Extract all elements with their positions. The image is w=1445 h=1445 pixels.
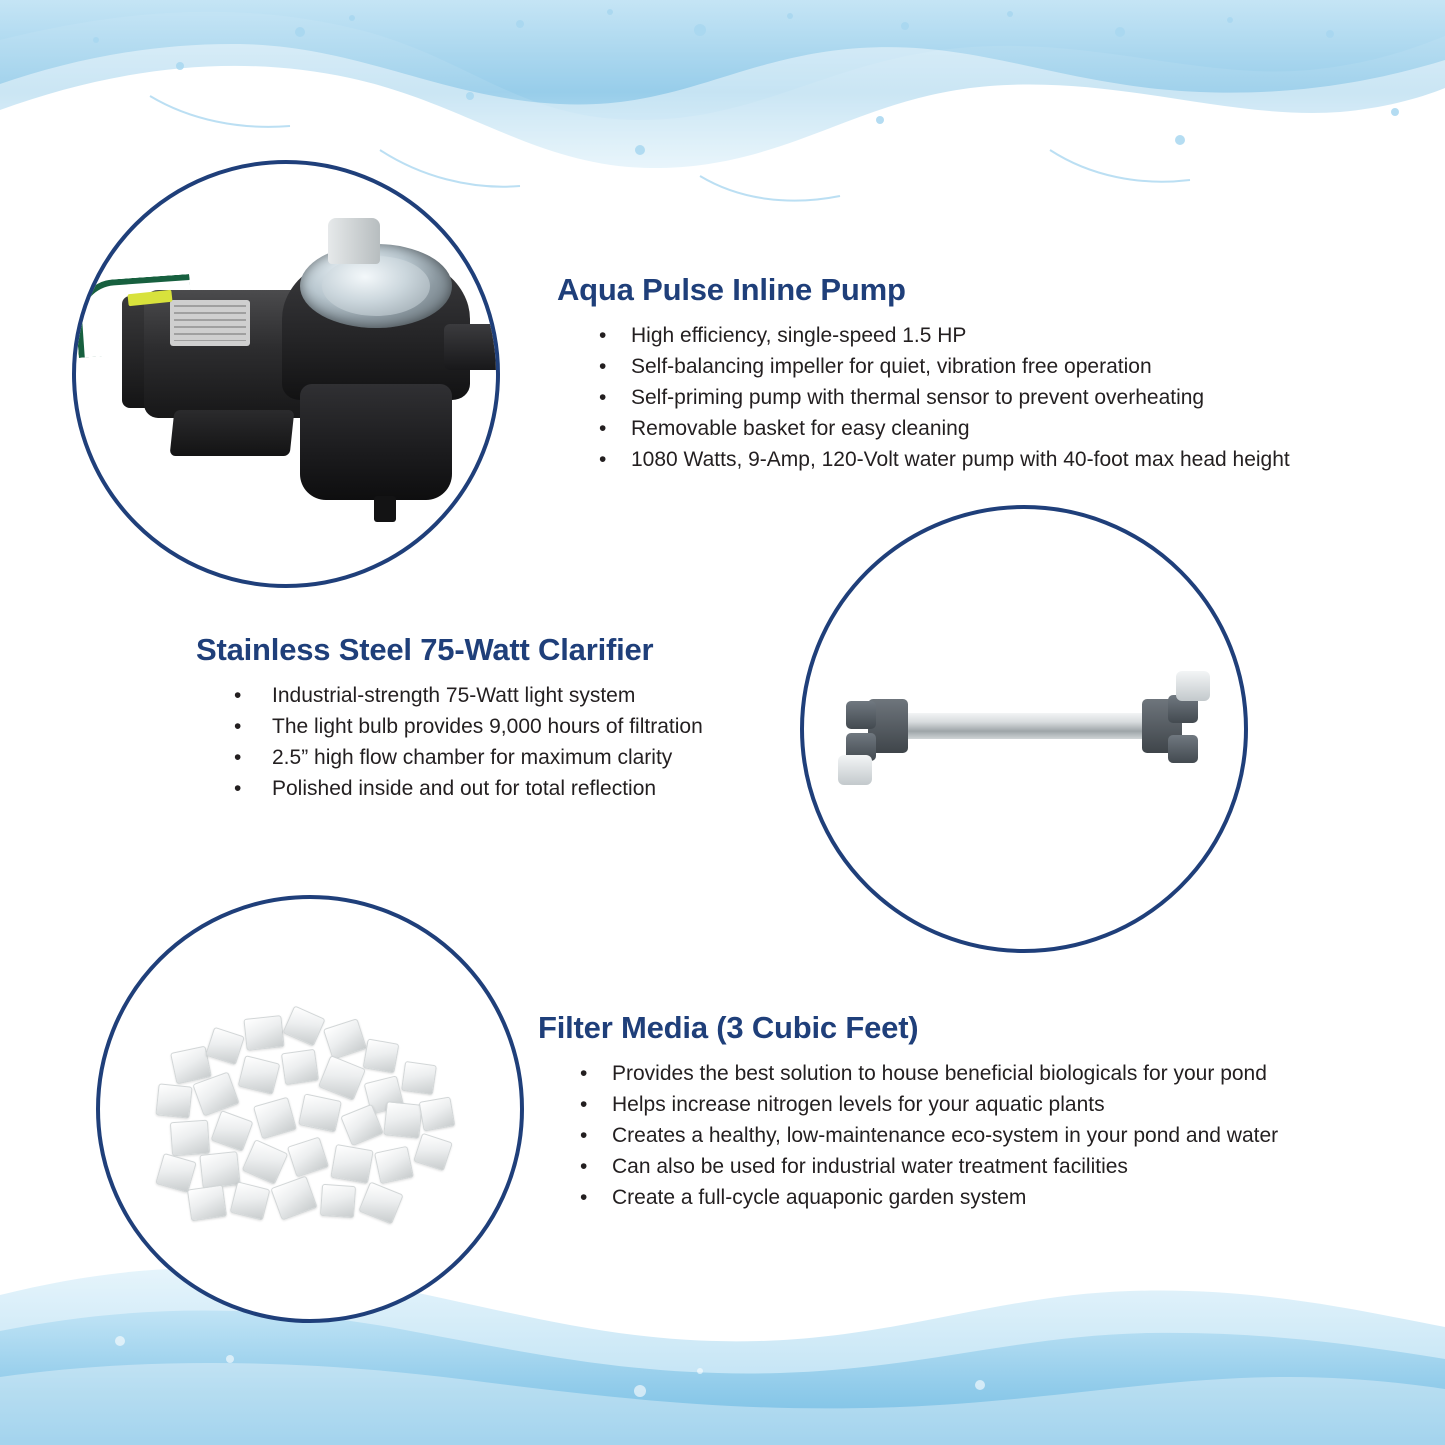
list-item — [557, 444, 1290, 475]
media-image-frame — [96, 895, 524, 1323]
media-chip — [211, 1110, 254, 1152]
list-item — [196, 773, 703, 804]
list-item — [557, 351, 1290, 382]
bullet-icon: • — [599, 417, 607, 440]
feature-text: High efficiency, single-speed 1.5 HP — [631, 324, 967, 347]
feature-text: Creates a healthy, low-maintenance eco-system in your pond and water — [612, 1124, 1279, 1147]
bullet-icon: • — [234, 715, 242, 738]
media-chip — [413, 1133, 453, 1171]
clarifier-image — [804, 509, 1244, 949]
feature-text: Self-priming pump with thermal sensor to prevent overheating — [631, 386, 1205, 409]
bullet-icon: • — [234, 684, 242, 707]
media-chip — [419, 1096, 456, 1131]
media-chip — [242, 1139, 289, 1185]
feature-text: Industrial-strength 75-Watt light system — [272, 684, 636, 707]
media-chip — [187, 1185, 227, 1222]
list-item — [557, 413, 1290, 444]
media-chip — [401, 1061, 437, 1095]
bullet-icon: • — [599, 386, 607, 409]
media-chip — [281, 1049, 319, 1085]
clarifier-quartz-tube — [902, 713, 1150, 739]
media-chip — [383, 1101, 422, 1139]
bullet-icon: • — [234, 746, 242, 769]
bullet-icon: • — [580, 1186, 588, 1209]
pump-title: Aqua Pulse Inline Pump — [557, 272, 906, 307]
media-chip — [155, 1083, 192, 1118]
media-chip — [238, 1055, 281, 1095]
list-item — [538, 1182, 1278, 1213]
pump-drain-plug — [374, 496, 396, 522]
media-chip — [230, 1181, 271, 1220]
media-chip — [282, 1005, 325, 1046]
media-chip — [318, 1055, 366, 1101]
feature-text: The light bulb provides 9,000 hours of filtration — [272, 715, 703, 738]
media-chip — [358, 1181, 403, 1224]
pump-image — [76, 164, 496, 584]
clarifier-title: Stainless Steel 75-Watt Clarifier — [196, 632, 654, 667]
media-title: Filter Media (3 Cubic Feet) — [538, 1010, 919, 1045]
bullet-icon: • — [580, 1124, 588, 1147]
bio-media-pile — [145, 989, 475, 1229]
list-item — [538, 1120, 1278, 1151]
media-chip — [287, 1137, 329, 1178]
media-chip — [155, 1153, 197, 1193]
pump-spec-label — [170, 300, 250, 346]
bullet-icon: • — [599, 448, 607, 471]
media-chip — [374, 1146, 414, 1184]
media-feature-list — [538, 1058, 1278, 1213]
media-chip — [170, 1120, 210, 1157]
media-chip — [320, 1184, 356, 1218]
clarifier-nut-left-top — [846, 701, 876, 729]
feature-text: Provides the best solution to house beneficial biologicals for your pond — [612, 1062, 1267, 1085]
pump-discharge-port — [444, 324, 500, 370]
feature-text: Create a full-cycle aquaponic garden system — [612, 1186, 1027, 1209]
pump-mounting-foot — [170, 410, 295, 456]
clarifier-text-block — [196, 632, 703, 804]
bullet-icon: • — [580, 1093, 588, 1116]
list-item — [538, 1151, 1278, 1182]
pump-lower-housing — [300, 384, 452, 500]
media-chip — [253, 1097, 297, 1140]
clarifier-cap-left — [838, 755, 872, 785]
feature-text: 1080 Watts, 9-Amp, 120-Volt water pump with 40-foot max head height — [631, 448, 1290, 471]
media-chip — [243, 1015, 284, 1051]
list-item — [557, 382, 1290, 413]
pump-inlet-neck — [328, 218, 380, 264]
list-item — [538, 1089, 1278, 1120]
feature-text: Removable basket for easy cleaning — [631, 417, 970, 440]
media-chip — [298, 1093, 342, 1132]
pump-feature-list — [557, 320, 1290, 475]
pump-lid-inner — [322, 256, 430, 316]
list-item — [538, 1058, 1278, 1089]
feature-text: Helps increase nitrogen levels for your aquatic plants — [612, 1093, 1105, 1116]
media-chip — [205, 1027, 245, 1065]
media-chip — [199, 1151, 240, 1189]
media-text-block — [538, 1010, 1278, 1213]
list-item — [196, 711, 703, 742]
pump-image-frame — [72, 160, 500, 588]
bullet-icon: • — [599, 324, 607, 347]
bullet-icon: • — [580, 1155, 588, 1178]
media-chip — [330, 1144, 373, 1184]
clarifier-nut-right-bottom — [1168, 735, 1198, 763]
list-item — [196, 742, 703, 773]
feature-text: Can also be used for industrial water treatment facilities — [612, 1155, 1128, 1178]
clarifier-cap-right — [1176, 671, 1210, 701]
list-item — [196, 680, 703, 711]
clarifier-image-frame — [800, 505, 1248, 953]
clarifier-feature-list — [196, 680, 703, 804]
bullet-icon: • — [599, 355, 607, 378]
media-chip — [270, 1176, 317, 1221]
bullet-icon: • — [580, 1062, 588, 1085]
media-chip — [323, 1018, 367, 1060]
bullet-icon: • — [234, 777, 242, 800]
feature-text: Self-balancing impeller for quiet, vibration free operation — [631, 355, 1152, 378]
media-chip — [363, 1038, 400, 1073]
media-image — [100, 899, 520, 1319]
list-item — [557, 320, 1290, 351]
pump-text-block — [557, 272, 1290, 475]
feature-text: 2.5” high flow chamber for maximum clarity — [272, 746, 673, 769]
feature-text: Polished inside and out for total reflection — [272, 777, 657, 800]
